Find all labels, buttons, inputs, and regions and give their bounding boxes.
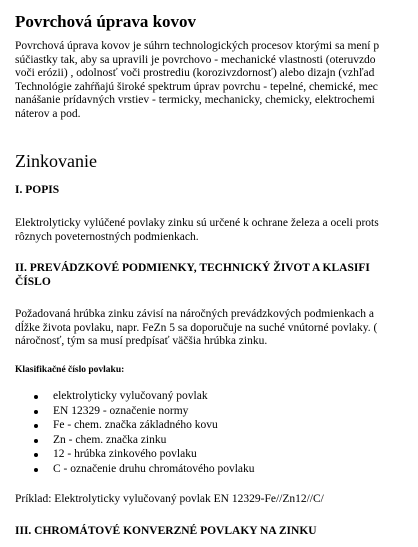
list-item: Zn - chem. značka zinku — [15, 433, 255, 448]
bullet-icon — [34, 468, 38, 472]
bullet-icon — [34, 453, 38, 457]
list-item: elektrolyticky vylučovaný povlak — [15, 389, 255, 404]
section-title-zinkovanie: Zinkovanie — [15, 151, 97, 171]
podmienky-line: Požadovaná hrúbka zinku závisí na náročných prevádzkových podmienkach a — [15, 308, 374, 320]
podmienky-line: náročnosť, tým sa musí predpísať väčšia hrúbka zinku. — [15, 335, 268, 348]
klasifikacia-example: Príklad: Elektrolyticky vylučovaný povlak EN 12329-Fe//Zn12//C/ — [15, 493, 324, 505]
bullet-icon — [34, 395, 38, 399]
popis-line: Elektrolyticky vylúčené povlaky zinku sú určené k ochrane železa a oceli prots — [15, 217, 379, 229]
list-item: Fe - chem. značka základného kovu — [15, 418, 255, 433]
bullet-icon — [34, 424, 38, 428]
intro-paragraph — [15, 40, 379, 122]
intro-line: voči erózii) , odolnosť voči prostrediu (korozivzdornosť) alebo dizajn (vzhľad — [15, 67, 375, 80]
intro-line: nanášanie prídavných vrstiev - termicky, mechanicky, chemicky, elektrochemi — [15, 94, 375, 107]
intro-line: Technológie zahŕňajú široké spektrum úprav povrchu - tepelné, chemické, mec — [15, 80, 378, 93]
list-item: EN 12329 - označenie normy — [15, 404, 255, 419]
bullet-icon — [34, 410, 38, 414]
heading-podmienky: II. PREVÁDZKOVÉ PODMIENKY, TECHNICKÝ ŽIVOT A KLASIFI ČÍSLO — [15, 262, 370, 288]
page-title: Povrchová úprava kovov — [15, 12, 197, 31]
intro-line: súčiastky tak, aby sa upravili je povrchovo - mechanické vlastnosti (oteruvzdo — [15, 53, 376, 66]
heading-popis: I. POPIS — [15, 184, 60, 196]
podmienky-paragraph — [15, 308, 377, 349]
heading-klasifikacia: Klasifikačné číslo povlaku: — [15, 365, 125, 375]
popis-paragraph — [15, 217, 379, 244]
podmienky-line: dĺžke života povlaku, napr. FeZn 5 sa doporučuje na suché vnútorné povlaky. ( — [15, 321, 378, 334]
klasifikacia-list — [15, 389, 255, 477]
bullet-icon — [34, 439, 38, 443]
popis-line: rôznych poveternostných podmienkach. — [15, 230, 199, 243]
intro-line: náterov a pod. — [15, 107, 81, 120]
intro-line: Povrchová úprava kovov je súhrn technologických procesov ktorými sa mení p — [15, 40, 380, 52]
heading-chromatove: III. CHROMÁTOVÉ KONVERZNÉ POVLAKY NA ZINKU — [15, 525, 317, 537]
list-item: C - označenie druhu chromátového povlaku — [15, 462, 255, 477]
list-item: 12 - hrúbka zinkového povlaku — [15, 447, 255, 462]
